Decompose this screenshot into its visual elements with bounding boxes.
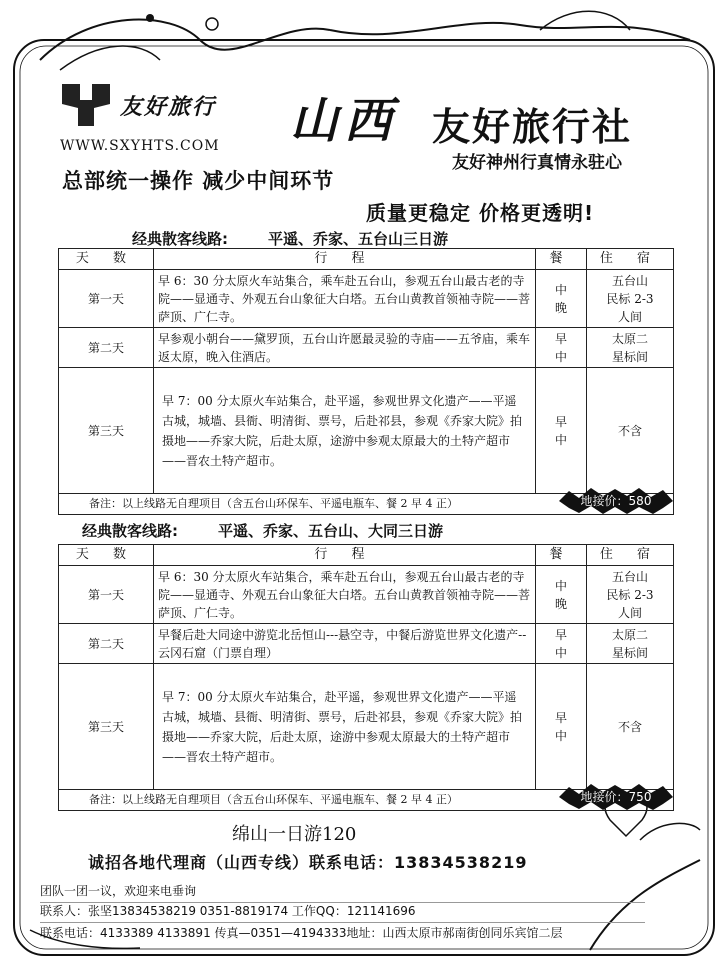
lodging: 五台山 民标 2-3 人间	[587, 270, 674, 328]
tagline-operation: 总部统一操作 减少中间环节	[62, 169, 335, 193]
route2-price: 地接价：750	[580, 790, 652, 804]
day-label: 第三天	[59, 368, 154, 494]
tagline-quality: 质量更稳定 价格更透明!	[366, 201, 595, 225]
day-label: 第三天	[59, 664, 154, 790]
table-row	[59, 624, 674, 664]
route1-table	[58, 248, 674, 515]
itinerary: 早 7：00 分太原火车站集合，赴平遥，参观世界文化遗产——平遥古城，城墙、县衙、明清街、票号，后赴祁县，参观《乔家大院》拍摄地——乔家大院，后赴太原，途游中参观太原最大的土特产超市——晋农土特产超市。	[154, 368, 536, 494]
table-row	[59, 328, 674, 368]
day-label: 第一天	[59, 566, 154, 624]
footer-team-note: 团队一团一议，欢迎来电垂询	[40, 884, 197, 898]
col-stay: 住 宿	[587, 249, 674, 270]
table-row	[59, 566, 674, 624]
day-label: 第二天	[59, 328, 154, 368]
table-note-row	[59, 494, 674, 515]
meals: 中 晚	[536, 270, 587, 328]
footer-phone-address: 联系电话：4133389 4133891 传真—0351—4194333地址：山西太原市郝南街创同乐宾馆二层	[40, 926, 563, 940]
company-logo-icon	[58, 80, 114, 128]
col-days: 天 数	[59, 545, 154, 566]
route2-title: 平遥、乔家、五台山、大同三日游	[218, 522, 444, 540]
meals: 早 中	[536, 368, 587, 494]
route2-note: 备注：以上线路无自理项目（含五台山环保车、平遥电瓶车、餐 2 早 4 正）	[89, 793, 458, 806]
lodging: 不含	[587, 368, 674, 494]
col-meal: 餐	[536, 545, 587, 566]
route1-price: 地接价：580	[580, 494, 652, 508]
meals: 早 中	[536, 624, 587, 664]
mianshan-tour: 绵山一日游120	[232, 824, 357, 845]
table-row	[59, 270, 674, 328]
table-header-row	[59, 249, 674, 270]
itinerary: 早餐后赴大同途中游览北岳恒山---悬空寺，中餐后游览世界文化遗产--云冈石窟（门票自理）	[154, 624, 536, 664]
route2-label: 经典散客线路:	[82, 522, 178, 540]
province-title: 山西	[290, 93, 399, 149]
lodging: 太原二 星标间	[587, 624, 674, 664]
table-note-row	[59, 790, 674, 811]
price-badge	[557, 488, 675, 514]
itinerary: 早 7：00 分太原火车站集合，赴平遥，参观世界文化遗产——平遥古城，城墙、县衙、明清街、票号，后赴祁县，参观《乔家大院》拍摄地——乔家大院，后赴太原，途游中参观太原最大的土特产超市——晋农土特产超市。	[154, 664, 536, 790]
col-meal: 餐	[536, 249, 587, 270]
day-label: 第一天	[59, 270, 154, 328]
table-row	[59, 368, 674, 494]
route1-note: 备注：以上线路无自理项目（含五台山环保车、平遥电瓶车、餐 2 早 4 正）	[89, 497, 458, 510]
col-itinerary: 行 程	[154, 249, 536, 270]
recruit-agents: 诚招各地代理商（山西专线）联系电话：13834538219	[88, 853, 528, 872]
footer-divider	[40, 922, 645, 923]
lodging: 不含	[587, 664, 674, 790]
brand-small-name: 友好旅行	[120, 95, 217, 120]
col-days: 天 数	[59, 249, 154, 270]
website-url[interactable]: WWW.SXYHTS.COM	[60, 138, 220, 154]
meals: 中 晚	[536, 566, 587, 624]
table-row	[59, 664, 674, 790]
table-header-row	[59, 545, 674, 566]
route1-label: 经典散客线路:	[132, 230, 228, 248]
day-label: 第二天	[59, 624, 154, 664]
meals: 早 中	[536, 328, 587, 368]
route1-title: 平遥、乔家、五台山三日游	[268, 230, 449, 248]
col-itinerary: 行 程	[154, 545, 536, 566]
lodging: 五台山 民标 2-3 人间	[587, 566, 674, 624]
itinerary: 早 6：30 分太原火车站集合，乘车赴五台山，参观五台山最古老的寺院——显通寺、外观五台山象征大白塔。五台山黄教首领袖寺院——菩萨顶、广仁寺。	[154, 270, 536, 328]
route2-table	[58, 544, 674, 811]
route1-heading	[132, 228, 448, 249]
footer-contact-person: 联系人：张坚13834538219 0351-8819174 工作QQ：121141696	[40, 904, 416, 918]
price-badge	[557, 784, 675, 810]
lodging: 太原二 星标间	[587, 328, 674, 368]
slogan: 友好神州行真情永驻心	[452, 153, 622, 173]
col-stay: 住 宿	[587, 545, 674, 566]
meals: 早 中	[536, 664, 587, 790]
itinerary: 早 6：30 分太原火车站集合，乘车赴五台山，参观五台山最古老的寺院——显通寺、外观五台山象征大白塔。五台山黄教首领袖寺院——菩萨顶、广仁寺。	[154, 566, 536, 624]
route2-heading	[82, 520, 443, 541]
agency-name: 友好旅行社	[432, 104, 633, 149]
itinerary: 早参观小朝台——黛罗顶，五台山许愿最灵验的寺庙——五爷庙，乘车返太原，晚入住酒店。	[154, 328, 536, 368]
